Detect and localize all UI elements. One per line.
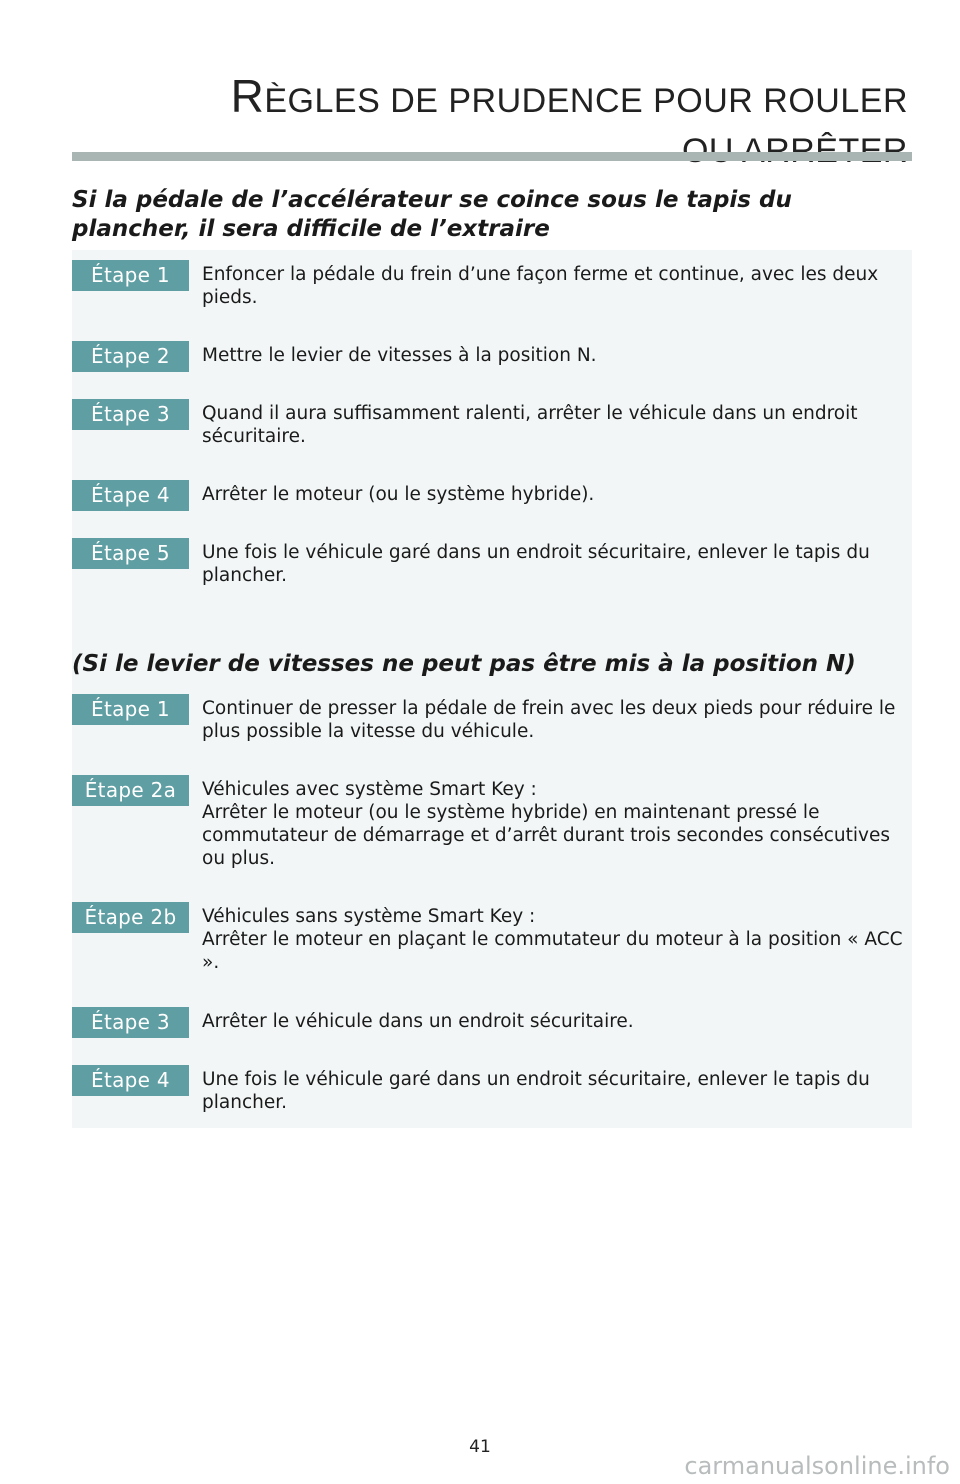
step-text: Arrêter le véhicule dans un endroit sécuritaire. [202, 1011, 634, 1032]
section-2-heading: (Si le levier de vitesses ne peut pas être mis à la position N) [72, 651, 856, 677]
step-badge: Étape 5 [72, 538, 189, 569]
step-badge: Étape 4 [72, 1065, 189, 1096]
step-text: Mettre le levier de vitesses à la position N. [202, 345, 597, 366]
title-line-1 [88, 71, 908, 126]
watermark: carmanualsonline.info [684, 1452, 950, 1480]
title-initial: R [230, 70, 265, 123]
title-line-1-text: ÈGLES DE PRUDENCE POUR ROULER [264, 82, 908, 121]
step-badge: Étape 1 [72, 694, 189, 725]
step-text: Quand il aura suffisamment ralenti, arrêter le véhicule dans un endroit sécuritaire. [202, 403, 858, 447]
step-text: Continuer de presser la pédale de frein avec les deux pieds pour réduire le plus possible la vitesse du véhicule. [202, 698, 896, 742]
step-badge: Étape 1 [72, 260, 189, 291]
step-badge: Étape 4 [72, 480, 189, 511]
step-text: Véhicules sans système Smart Key : Arrêter le moteur en plaçant le commutateur du moteur à la position « ACC ». [202, 906, 903, 973]
step-badge: Étape 2a [72, 775, 189, 806]
title-divider [72, 152, 912, 161]
step-badge: Étape 2b [72, 902, 189, 933]
step-text: Enfoncer la pédale du frein d’une façon ferme et continue, avec les deux pieds. [202, 264, 879, 308]
page-number: 41 [469, 1437, 491, 1457]
step-text: Arrêter le moteur (ou le système hybride). [202, 484, 595, 505]
section-1-heading: Si la pédale de l’accélérateur se coince sous le tapis du plancher, il sera difficile de l’extraire [72, 187, 792, 242]
step-text: Une fois le véhicule garé dans un endroit sécuritaire, enlever le tapis du plancher. [202, 542, 870, 586]
step-badge: Étape 3 [72, 399, 189, 430]
section-2-panel [72, 626, 912, 1128]
step-text: Véhicules avec système Smart Key : Arrêter le moteur (ou le système hybride) en maintenant pressé le commutateur de démarrage et d’arrêt durant trois secondes consécutives ou plus. [202, 779, 890, 869]
section-1-panel [72, 250, 912, 626]
step-badge: Étape 3 [72, 1007, 189, 1038]
step-text: Une fois le véhicule garé dans un endroit sécuritaire, enlever le tapis du plancher. [202, 1069, 870, 1113]
step-badge: Étape 2 [72, 341, 189, 372]
